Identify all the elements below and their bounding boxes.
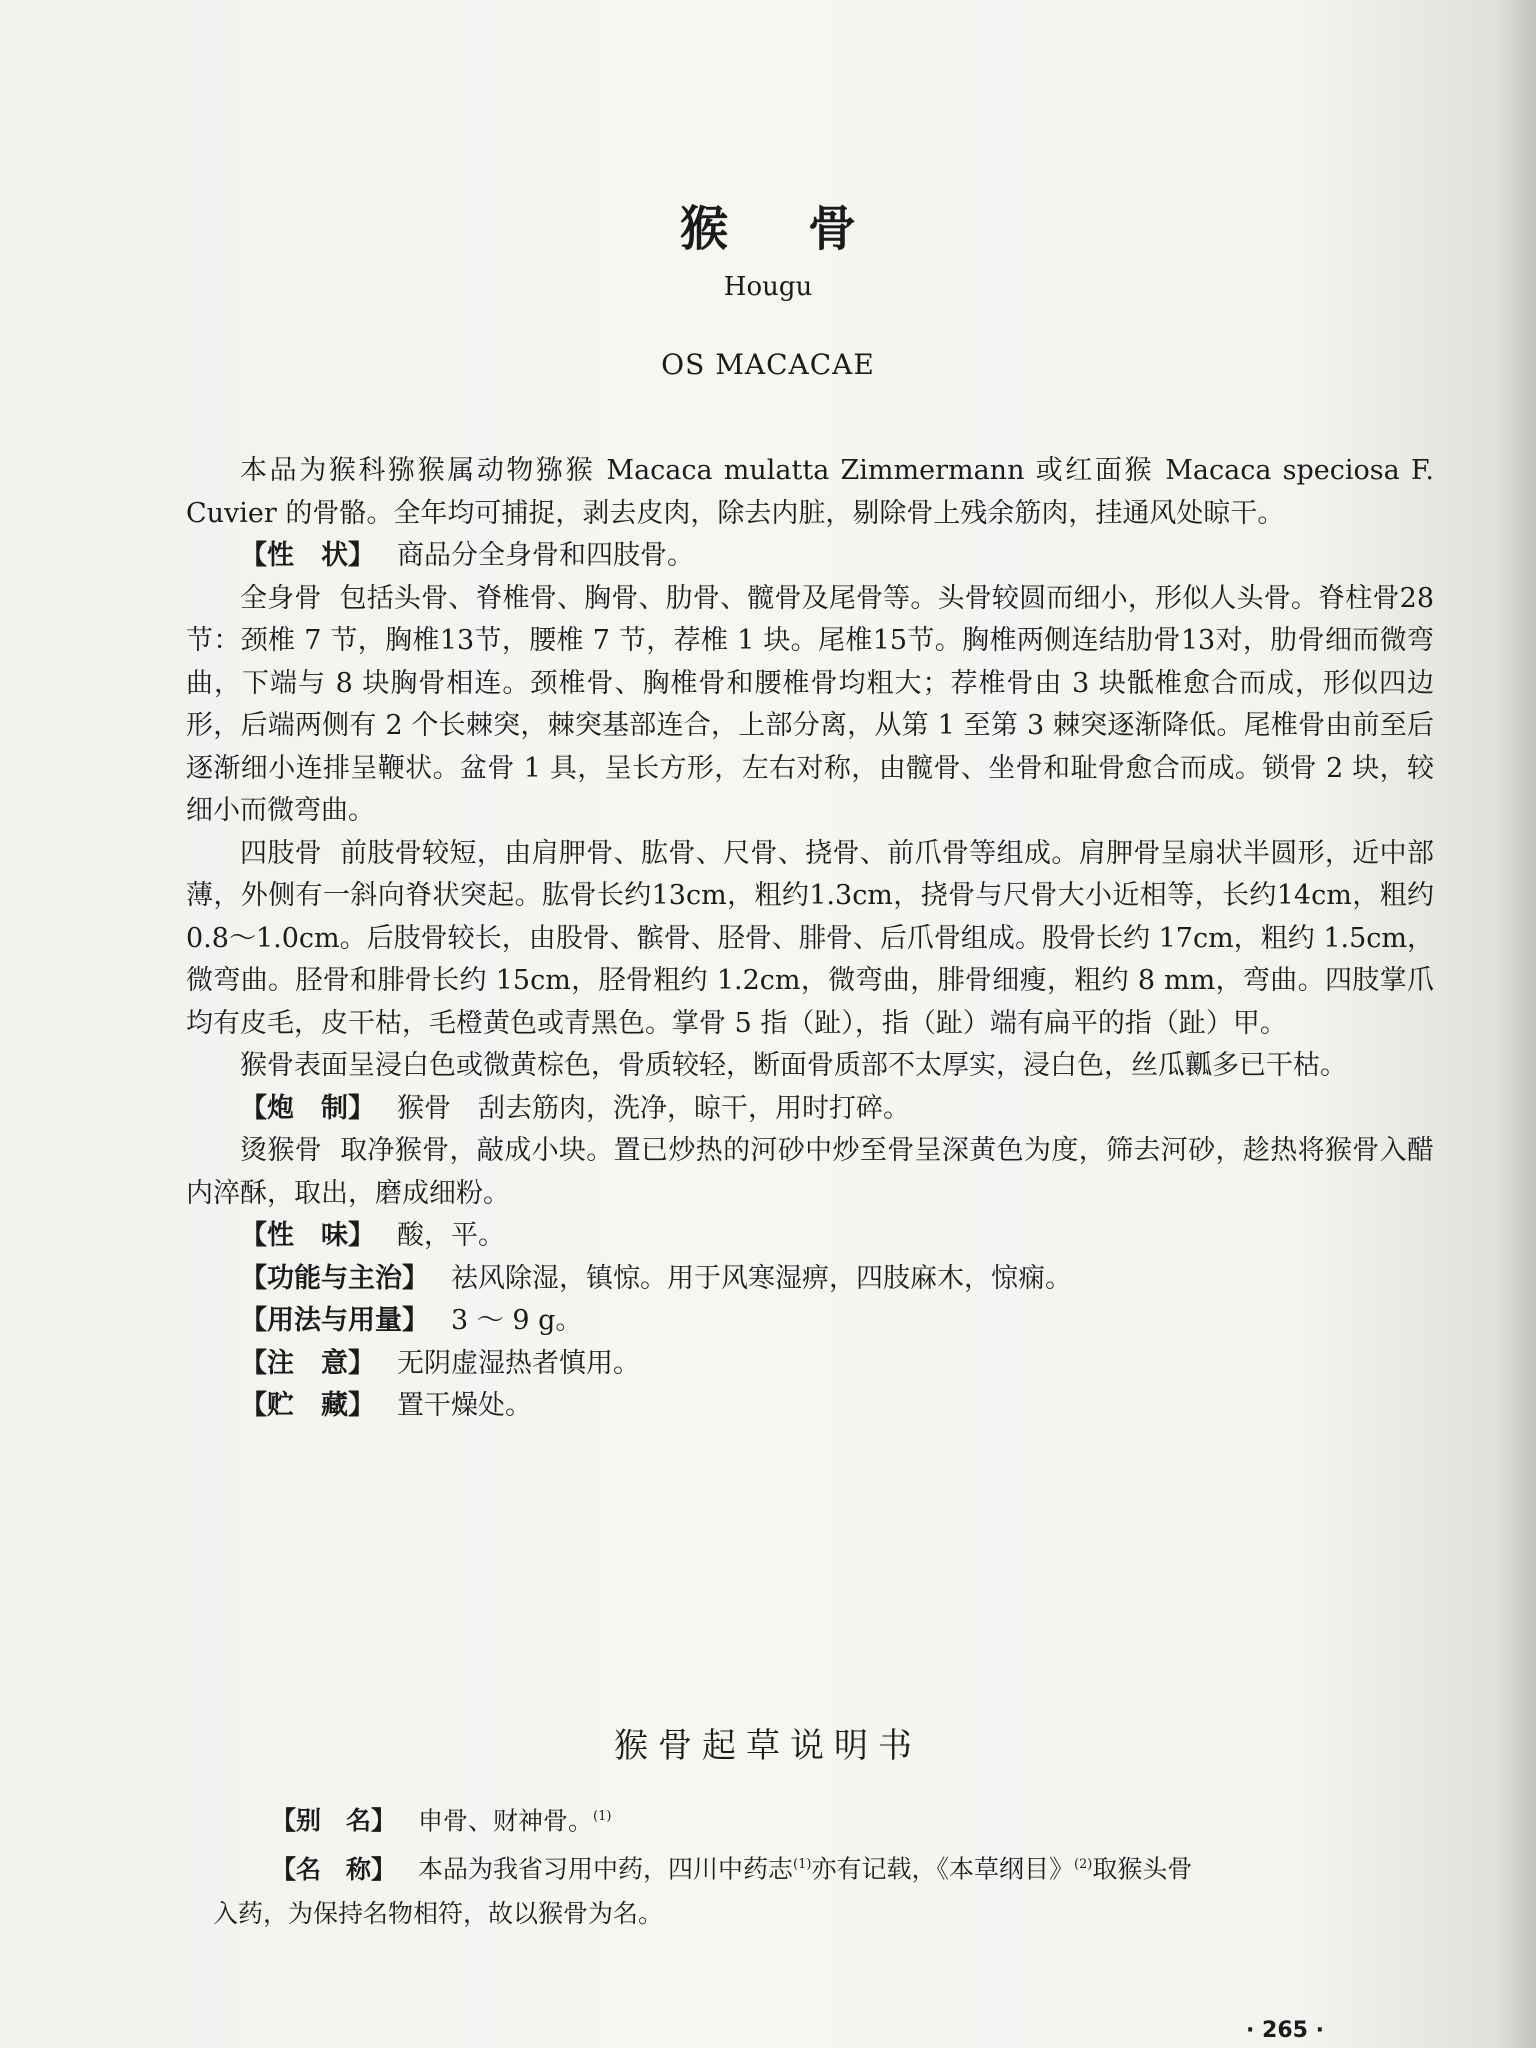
alias-section: [216, 1795, 1416, 1843]
alias-reference: (1): [593, 1809, 612, 1824]
whole-skeleton-subheading: 全身骨: [240, 582, 322, 614]
title-char-1: 猴: [679, 201, 728, 257]
limb-bones-paragraph: [186, 833, 1434, 1046]
alias-label: 【别 名】: [271, 1806, 397, 1836]
taste-text: 酸，平。: [397, 1220, 505, 1251]
whole-skeleton-text: 包括头骨、脊椎骨、胸骨、肋骨、髋骨及尾骨等。头骨较圆而细小，形似人头骨。脊柱骨28节：颈椎 7 节，胸椎13节，腰椎 7 节，荐椎 1 块。尾椎15节。胸椎两侧连结肋骨13对，肋骨细而微弯曲，下端与 8 块胸骨相连。颈椎骨、胸椎骨和腰椎骨均粗大；荐椎骨由 3 块骶椎愈合而成，形似四边形，后端两侧有 2 个长棘突，棘突基部连合，上部分离，从第 1 至第 3 棘突逐渐降低。尾椎骨由前至后逐渐细小连排呈鞭状。盆骨 1 具，呈长方形，左右对称，由髋骨、坐骨和耻骨愈合而成。锁骨 2 块，较细小而微弯曲。: [186, 582, 1434, 826]
character-label: 【性 状】: [240, 540, 375, 571]
processing-text: 猴骨 刮去筋肉，洗净，晾干，用时打碎。: [397, 1092, 910, 1124]
function-label: 【功能与主治】: [240, 1262, 429, 1294]
storage-section: [186, 1385, 1434, 1428]
name-continuation: 入药，为保持名物相符，故以猴骨为名。: [213, 1898, 664, 1928]
scalded-bone-text: 取净猴骨，敲成小块。置已炒热的河砂中炒至骨呈深黄色为度，筛去河砂，趁热将猴骨入醋内淬酥，取出，磨成细粉。: [186, 1135, 1435, 1209]
dosage-section: [186, 1300, 1434, 1343]
limb-bones-subheading: 四肢骨: [240, 837, 323, 869]
surface-paragraph: 猴骨表面呈浸白色或微黄棕色，骨质较轻，断面骨质部不太厚实，浸白色，丝瓜瓤多已干枯。: [240, 1050, 1347, 1081]
caution-section: [186, 1343, 1434, 1386]
limb-bones-text: 前肢骨较短，由肩胛骨、肱骨、尺骨、挠骨、前爪骨等组成。肩胛骨呈扇状半圆形，近中部薄，外侧有一斜向脊状突起。肱骨长约13cm，粗约1.3cm，挠骨与尺骨大小近相等，长约14cm，粗约0.8～1.0cm。后肢骨较长，由股骨、髌骨、胫骨、腓骨、后爪骨组成。股骨长约 17cm，粗约 1.5cm，微弯曲。胫骨和腓骨长约 15cm，胫骨粗约 1.2cm，微弯曲，腓骨细瘦，粗约 8 mm，弯曲。四肢掌爪均有皮毛，皮干枯，毛橙黄色或青黑色。掌骨 5 指（趾），指（趾）端有扁平的指（趾）甲。: [186, 837, 1435, 1039]
name-reference-1: (1): [793, 1857, 812, 1873]
page-number: · 265 ·: [1246, 2018, 1324, 2043]
taste-section: [186, 1215, 1434, 1258]
taste-label: 【性 味】: [240, 1220, 375, 1251]
dosage-label: 【用法与用量】: [240, 1305, 429, 1336]
name-reference-2: (2): [1073, 1857, 1093, 1873]
scalded-bone-subheading: 烫猴骨: [240, 1135, 323, 1166]
page-edge-shadow: [1496, 0, 1536, 2048]
character-section: [186, 535, 1434, 578]
processing-label: 【炮 制】: [240, 1092, 375, 1124]
processing-section: [186, 1088, 1434, 1131]
name-text-b: 亦有记载，《本草纲目》: [811, 1854, 1074, 1884]
draft-heading: 猴骨起草说明书: [614, 1726, 922, 1766]
storage-text: 置干燥处。: [397, 1390, 532, 1421]
alias-text: 申骨、财神骨。: [418, 1806, 594, 1836]
function-text: 祛风除湿，镇惊。用于风寒湿痹，四肢麻木，惊痫。: [451, 1262, 1072, 1294]
title-char-2: 骨: [808, 201, 857, 257]
page-title: [0, 190, 1536, 259]
scalded-bone-paragraph: [186, 1130, 1434, 1215]
name-text-a: 本品为我省习用中药，四川中药志: [418, 1854, 794, 1884]
name-text-c: 取猴头骨: [1092, 1854, 1193, 1884]
monograph-body: [186, 450, 1434, 1428]
draft-notes: [213, 1795, 1416, 1936]
name-label: 【名 称】: [271, 1854, 397, 1884]
name-section: [216, 1843, 1416, 1891]
storage-label: 【贮 藏】: [240, 1390, 375, 1421]
intro-paragraph: 本品为猴科猕猴属动物猕猴 Macaca mulatta Zimmermann 或红面猴 Macaca speciosa F. Cuvier 的骨骼。全年均可捕捉，剥去皮肉，除去内脏，剔除骨上残余筋肉，挂通风处晾干。: [186, 455, 1434, 529]
whole-skeleton-paragraph: [186, 578, 1434, 833]
caution-text: 无阴虚湿热者慎用。: [397, 1347, 640, 1379]
latin-name: OS MACACAE: [661, 348, 875, 381]
caution-label: 【注 意】: [240, 1347, 375, 1379]
function-section: [186, 1258, 1434, 1301]
dosage-text: 3 ～ 9 g。: [451, 1305, 583, 1336]
character-text: 商品分全身骨和四肢骨。: [397, 540, 694, 571]
pinyin-name: Hougu: [723, 272, 813, 302]
